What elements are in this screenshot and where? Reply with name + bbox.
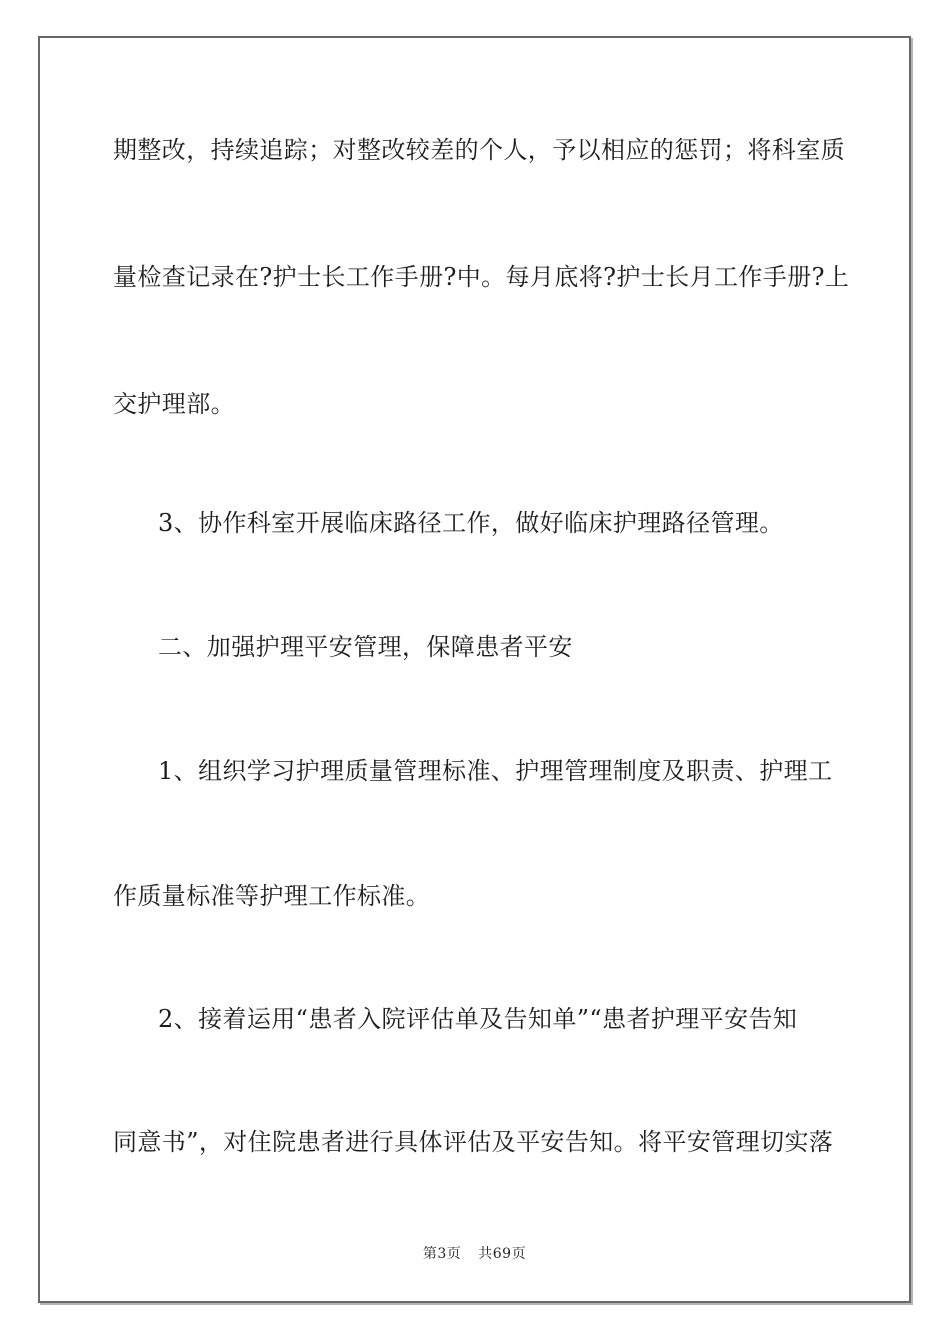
text-line: 期整改，持续追踪；对整改较差的个人，予以相应的惩罚；将科室质	[113, 136, 845, 164]
footer-total-pages: 共69页	[478, 1246, 527, 1262]
text-line: 3、协作科室开展临床路径工作，做好临床护理路径管理。	[158, 509, 784, 537]
text-line: 1、组织学习护理质量管理标准、护理管理制度及职责、护理工	[158, 757, 833, 785]
text-line: 二、加强护理平安管理，保障患者平安	[158, 633, 573, 661]
text-line: 量检查记录在?护士长工作手册?中。每月底将?护士长月工作手册?上	[113, 263, 850, 291]
text-line: 作质量标准等护理工作标准。	[113, 882, 431, 910]
page-footer	[40, 1243, 909, 1263]
footer-current-page: 第3页	[422, 1246, 462, 1262]
page-border	[38, 36, 911, 1303]
text-line: 交护理部。	[113, 390, 235, 418]
text-line: 2、接着运用“患者入院评估单及告知单”“患者护理平安告知	[158, 1005, 798, 1033]
text-line: 同意书”，对住院患者进行具体评估及平安告知。将平安管理切实落	[113, 1128, 834, 1156]
